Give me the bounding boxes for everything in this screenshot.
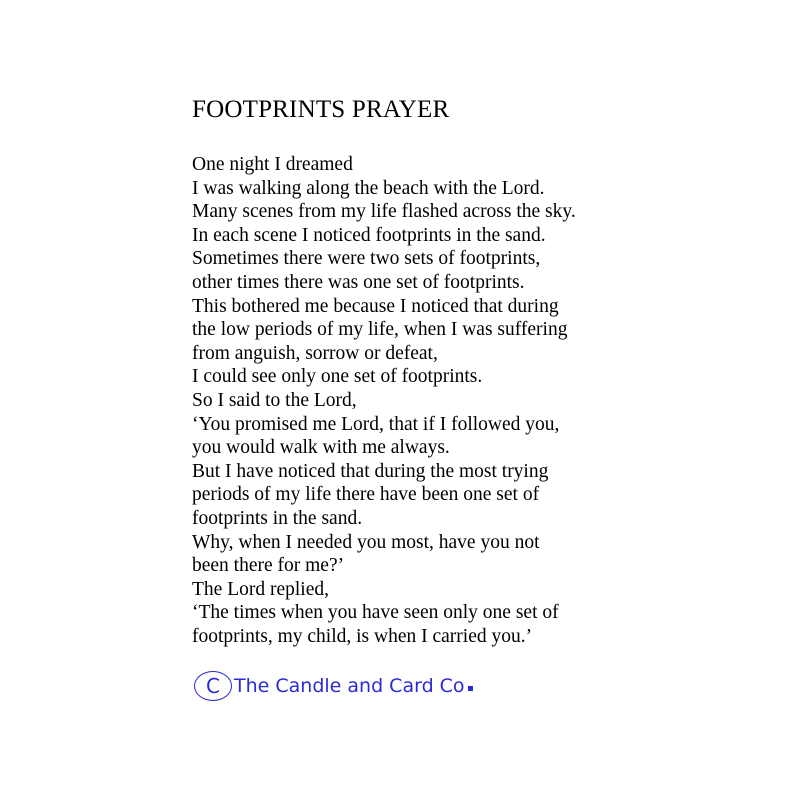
poem-line: I was walking along the beach with the Lord. [192, 177, 545, 199]
poem-body [192, 153, 712, 648]
poem-line: So I said to the Lord, [192, 389, 357, 411]
poem-line: other times there was one set of footprints. [192, 271, 525, 293]
poem-line: One night I dreamed [192, 154, 353, 175]
poem-line: Why, when I needed you most, have you not [192, 531, 540, 553]
copyright-footer [194, 670, 473, 702]
poem-line: In each scene I noticed footprints in the sand. [192, 224, 546, 246]
company-name [234, 675, 473, 697]
poem-line: The Lord replied, [192, 578, 329, 600]
poem-line: Sometimes there were two sets of footprints, [192, 248, 541, 270]
poem-line: periods of my life there have been one set of [192, 484, 540, 506]
poem-line: ‘The times when you have seen only one set of [192, 602, 559, 624]
poem-line: ‘You promised me Lord, that if I followed you, [192, 413, 560, 435]
poem-line: This bothered me because I noticed that during [192, 295, 559, 317]
copyright-circle-icon [194, 671, 232, 701]
company-name-text: The Candle and Card Co [234, 675, 465, 697]
poem-line: the low periods of my life, when I was suffering [192, 319, 568, 341]
poem-line: you would walk with me always. [192, 437, 450, 459]
poem-line: Many scenes from my life flashed across the sky. [192, 201, 576, 223]
poem-line: I could see only one set of footprints. [192, 366, 483, 388]
period-mark [468, 686, 473, 691]
poem-line: been there for me?’ [192, 555, 345, 577]
poem-line: footprints, my child, is when I carried you.’ [192, 625, 533, 647]
poem-line: from anguish, sorrow or defeat, [192, 342, 438, 364]
poem-line: But I have noticed that during the most trying [192, 460, 549, 482]
page-title: FOOTPRINTS PRAYER [192, 96, 450, 123]
copyright-letter: C [206, 674, 220, 698]
poem-line: footprints in the sand. [192, 507, 363, 529]
